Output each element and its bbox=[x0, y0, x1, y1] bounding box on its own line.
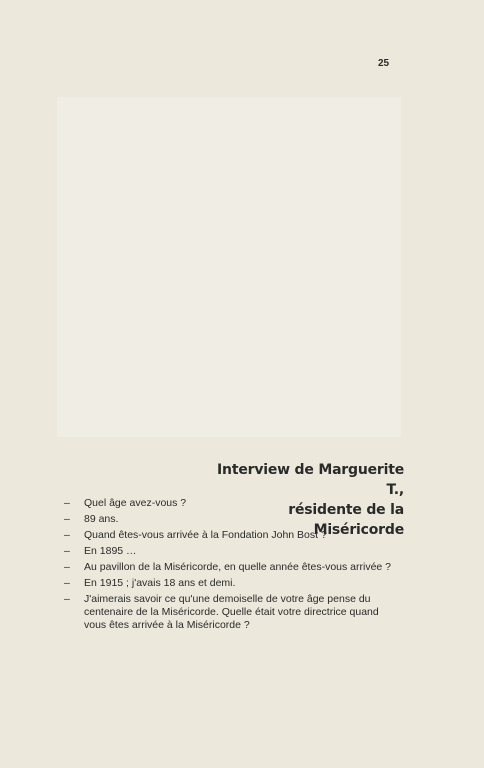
dialogue-line bbox=[64, 545, 402, 558]
dash: – bbox=[64, 593, 70, 605]
dialogue-text: Au pavillon de la Miséricorde, en quelle année êtes-vous arrivée ? bbox=[84, 561, 392, 573]
dash: – bbox=[64, 497, 70, 509]
dialogue-line bbox=[64, 513, 402, 526]
dash: – bbox=[64, 513, 70, 525]
dialogue-line bbox=[64, 497, 402, 510]
dash: – bbox=[64, 561, 70, 573]
photo-placeholder-area bbox=[57, 97, 401, 437]
dialogue-text: Quel âge avez-vous ? bbox=[84, 497, 187, 509]
dialogue-line bbox=[64, 577, 402, 590]
dialogue-text: J'aimerais savoir ce qu'une demoiselle de votre âge pense du centenaire de la Miséricorde. Quelle était votre directrice quand vous êtes arrivée à la Miséricorde ? bbox=[84, 593, 379, 631]
dialogue-list bbox=[64, 497, 402, 635]
dialogue-text: En 1895 … bbox=[84, 545, 137, 557]
dialogue-text: 89 ans. bbox=[84, 513, 119, 525]
dash: – bbox=[64, 577, 70, 589]
page-number: 25 bbox=[378, 58, 390, 69]
title-line-2: résidente de la Miséricorde bbox=[288, 502, 404, 538]
dialogue-text: En 1915 ; j'avais 18 ans et demi. bbox=[84, 577, 236, 589]
dialogue-line bbox=[64, 593, 402, 632]
title-line-1: Interview de Marguerite T., bbox=[217, 462, 404, 498]
dash: – bbox=[64, 545, 70, 557]
dialogue-line bbox=[64, 561, 402, 574]
dialogue-text: Quand êtes-vous arrivée à la Fondation John Bost ? bbox=[84, 529, 327, 541]
dash: – bbox=[64, 529, 70, 541]
dialogue-line bbox=[64, 529, 402, 542]
